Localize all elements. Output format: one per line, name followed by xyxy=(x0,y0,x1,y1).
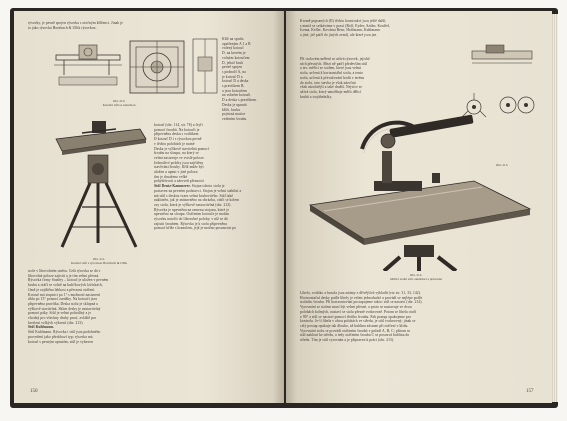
left-column-text-continued xyxy=(154,123,278,231)
text-line: D, jehož kruh xyxy=(222,60,243,65)
text-line: pohyblivosti a zároveň přesnosti xyxy=(154,179,204,184)
text-line: Libela, vodítko a busola jsou známy z dřívějších výkladů (viz str. 31, 33, 142). xyxy=(300,291,421,295)
text-line: uložen a upnut v jiné poloze, xyxy=(154,170,199,175)
text-line: pomocí kříže s hranolem, jejž je možno posunovat po xyxy=(154,226,237,231)
text-line: a jiné, jež patří do jiných zemí), ale které jsou jen xyxy=(300,33,377,38)
text-line: volným kotoučem xyxy=(222,55,250,60)
caption-text: Měřicí stolní stůl, zakládací a přenosné xyxy=(390,277,442,281)
caption-number: Obr. 211. xyxy=(92,257,106,261)
text-line: na volném kotouči xyxy=(222,93,251,98)
text-line: s pravítkem B, xyxy=(222,84,245,89)
text-line: výškově stavitelná. Sklon desky je nastavitelný xyxy=(28,306,101,311)
left-column-text xyxy=(222,37,278,122)
text-line: připevněna pravítka. Deska stolu je sklopná a xyxy=(28,301,98,306)
figure-plane-table xyxy=(304,111,534,271)
caption-number: Obr. 210. xyxy=(112,99,126,103)
caption-text: Kreslicí stůl se zásuvkou xyxy=(102,103,136,107)
text-line: Kotouč má stupnici po 1° s možností nastavení xyxy=(28,292,101,297)
text-line: opatřeným A 1 a B xyxy=(222,41,251,46)
figure-drawing-table xyxy=(52,115,148,255)
text-line: Při stolovém měření se užívá rýsovek, jejichž xyxy=(300,57,370,61)
text-line: kruhu a otáčí se volně na kuličkových ložiskách, xyxy=(28,283,103,288)
text-line: kotouč (obr. 114, str. 76) a čtyři xyxy=(154,123,203,127)
text-line: a tzv. měřicí se stolem, které jsou velmi xyxy=(300,66,362,71)
text-line: Stůl Kuhlmann. Rýsovka i stůl jsou podobného xyxy=(28,330,101,335)
text-line: je kotouč D a xyxy=(222,74,243,79)
figure-caption-210 xyxy=(84,99,154,107)
text-line: však náročnější a také dražší. Nejvíce se xyxy=(300,85,363,90)
page-edges xyxy=(552,14,558,402)
text-line: rýsovky, je pevně spojen rýsovka s otočným kříženci. Jinak je xyxy=(28,21,123,25)
left-top-text xyxy=(28,21,268,30)
page-number: 157 xyxy=(526,389,534,394)
text-line: kotouč D a deska xyxy=(222,79,249,84)
text-line: pevně spojen xyxy=(222,65,243,70)
text-line: upevněno na sloupu. Otáčením kotouče je možno xyxy=(154,212,230,217)
text-line: připevněna deska s vodítkem xyxy=(154,132,199,137)
text-line: Vyrovnání se stolem musí být velmi přesné, a proto se nastavuje ve dvou xyxy=(300,305,412,310)
text-line: rýsovku natočit do libovolné polohy, v níž se dá xyxy=(154,217,228,222)
text-line: volený kotouč xyxy=(222,46,244,51)
text-line: stole v libovolném směru. Celá rýsovka se dá v xyxy=(28,269,101,273)
text-line: D a deska s pravítkem. xyxy=(222,98,258,103)
text-line: stůl nakloní ke středu, a tedy otáčením šroubu C se posouvá bublina do xyxy=(300,333,410,338)
text-line: Deska je upnutá xyxy=(222,102,247,107)
text-line: Jednotlivé polohy jsou zajištěny xyxy=(154,160,204,165)
text-line: vhodný pro všechny druhy prací, zvláště pro xyxy=(28,316,97,321)
text-line: postaven na pevném podstavci. Stojan je velmi stabilní a xyxy=(154,188,242,193)
text-line: Kromě popsaných (II) těchto konstrukcí jsou ještě další, xyxy=(300,19,387,23)
text-line: kontrolu. Je-li libela v obou polohách ve středu, je stůl vodorovný; jinak se xyxy=(300,319,416,324)
text-line: ních přesných. Mezi ně patří především stůl xyxy=(300,61,368,66)
text-line: do stolu, tato stavba je však náročná xyxy=(300,80,356,85)
text-line: vedením šroubu xyxy=(222,116,247,121)
text-line: to jako rýsovka Hornbach & Ullik rýsovkou. xyxy=(28,25,97,30)
text-line: užívá stolu, který umožňuje měřit dělicí xyxy=(300,89,362,94)
text-line: pojistná matice xyxy=(222,112,246,117)
caption-number: Obr. 213. xyxy=(495,163,509,167)
text-line: kreslení velkých výkresů (obr. 213). xyxy=(28,320,84,325)
text-line: Rýsovka firmy Stanley – kotouč je uložen v pevném xyxy=(28,278,109,283)
right-bottom-text xyxy=(300,291,544,343)
section-heading: Stůl Kuhlmann. xyxy=(28,325,54,330)
text-line: Horizontační desky podle libely je velmi jednoduché a provádí se nejlépe podle xyxy=(300,295,423,300)
text-line: čímž je zajištěna lehkost a přesnost otáčení. xyxy=(28,287,96,292)
text-line: kruhů a trojúhelníky. xyxy=(300,94,333,99)
text-line: osy stolu, která je výškově nastavitelná (obr. 212). xyxy=(154,202,232,207)
text-line: o 90° a stůl se nastaví pomocí třetího šroubu. Pak postup opakujeme pro xyxy=(300,314,412,319)
text-line: Rýsovka je upevněna na ramenu stojanu, které je xyxy=(154,207,230,212)
open-book xyxy=(10,8,558,408)
text-line: zajistit šroubem. Rýsovka je k stolu připevněna xyxy=(154,221,227,226)
right-mid-text xyxy=(300,57,442,99)
text-line: kotouč s pevným upnutím, stůl je vybaven xyxy=(28,339,93,344)
text-line: pomocí šroubů. Na kotouči je xyxy=(154,127,200,132)
text-line: polohách kolmých, nastaví se stolu přesně vodorovně. Potom se libela otočí xyxy=(300,309,417,314)
text-line: libovolné poloze zajistit a je tím velmi přesná. xyxy=(28,273,100,278)
section-heading: Stůl Dentz-Kammerer. xyxy=(154,184,191,189)
text-line: s nimiž se setkáváme v praxi (Rolf, Eyder, Szábo, Keuffel, xyxy=(300,23,391,28)
text-line: stolu, určená k převažování bodů v terénu xyxy=(300,75,365,80)
text-line: šroubu na sloupu, na který se xyxy=(154,151,199,156)
text-line: s podnoží A, na xyxy=(222,69,246,74)
text-line: Isoma, Keller, Kovárna Brno, Hoffmann, Kuhlmann xyxy=(300,28,380,33)
text-line: úhlu po 15° pomocí zarážky. Na kotouči jsou xyxy=(28,297,98,302)
text-fragment: Stojan tohoto stolu je xyxy=(190,184,225,189)
right-top-text xyxy=(300,19,540,38)
text-line: velmi nastavuje ve svislé poloze. xyxy=(154,155,205,160)
text-line: Deska je výškově stavitelná pomocí xyxy=(154,146,210,151)
figure-side-view xyxy=(190,37,220,95)
text-line: provedení jako předchozí typ; rýsovka má xyxy=(28,334,93,339)
right-page xyxy=(286,11,552,403)
text-line: D, na kterém je xyxy=(222,51,246,56)
text-line: stolního šroubu. Při horizontování postupujeme takto: stůl se nastaví (obr. 214). xyxy=(300,300,423,305)
text-line: a jsou kotoučem xyxy=(222,88,248,93)
text-line: Kříž na spodu xyxy=(222,37,244,41)
left-lower-text xyxy=(28,269,278,344)
text-line: má stůl s deskou tvaru velmi kruhovitého. Stůl také xyxy=(154,193,234,198)
figure-caption-211 xyxy=(44,257,154,265)
text-line: D kotouč D i s rýsovkou pevně xyxy=(154,137,202,142)
text-line: středu. Tím je stůl vyrovnán a je připraven k práci (obr. 215). xyxy=(300,338,395,343)
caption-number: Obr. 214. xyxy=(409,273,423,277)
page-number: 150 xyxy=(30,389,38,394)
left-page xyxy=(14,11,284,403)
figure-caption-214 xyxy=(326,273,506,281)
text-line: stolu, určená k horizontální stolu, a tento xyxy=(300,71,363,76)
text-line: v těchto polohách je nutné xyxy=(154,141,195,146)
text-line: kříži, kruhu xyxy=(222,107,240,112)
text-line: pomocí páky. Stůl je velmi pohodlný a je xyxy=(28,311,92,316)
figure-plan-view xyxy=(126,37,188,97)
caption-text: Kreslicí stůl s rýsovkou Hornbach & Ullik xyxy=(70,261,128,265)
text-line: tím je dosaženo velké xyxy=(154,174,188,179)
figure-instrument-top xyxy=(54,35,124,95)
text-line: nakloněn, jak je znázorněno na obrázku, otáčí se kolem xyxy=(154,198,240,203)
text-line: Vyrovnání stolu se provádí otáčením šroubů v pořadí A, B, C; přitom se xyxy=(300,328,411,333)
text-line: stavěcími šrouby. Kříž může být xyxy=(154,165,204,170)
text-line: celý postup opakuje tak dlouho, až bublina zůstane při otáčení v klidu. xyxy=(300,323,409,328)
